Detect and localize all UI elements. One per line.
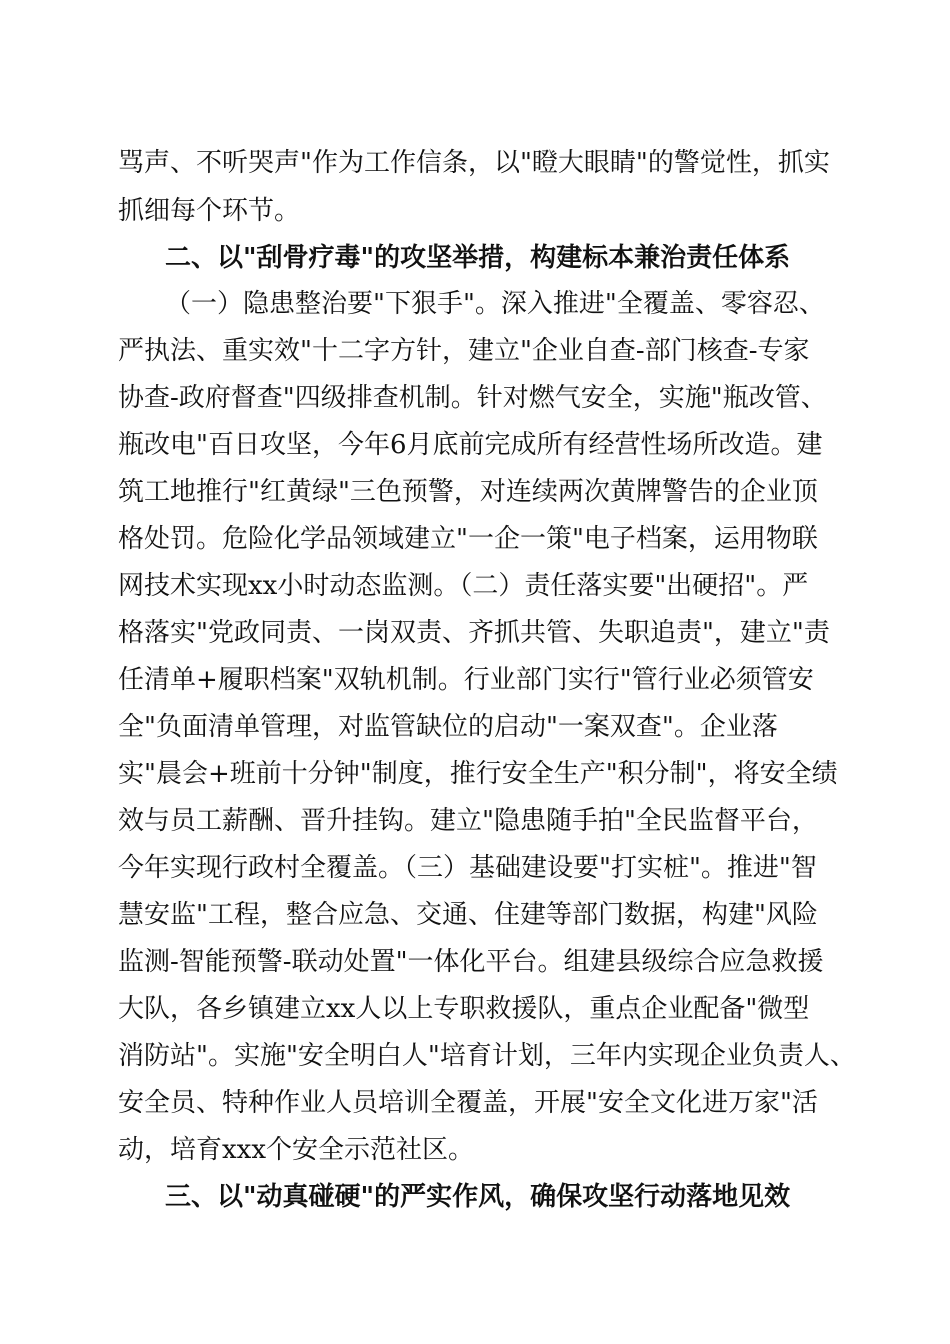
body-line: 瓶改电"百日攻坚，今年6月底前完成所有经营性场所改造。建 bbox=[118, 430, 823, 460]
body-line: 格落实"党政同责、一岗双责、齐抓共管、失职追责"，建立"责 bbox=[118, 618, 830, 648]
body-line: 慧安监"工程，整合应急、交通、住建等部门数据，构建"风险 bbox=[118, 900, 818, 930]
body-line: 大队，各乡镇建立xx人以上专职救援队，重点企业配备"微型 bbox=[118, 994, 810, 1024]
body-line: 格处罚。危险化学品领域建立"一企一策"电子档案，运用物联 bbox=[118, 524, 818, 554]
body-line: 监测-智能预警-联动处置"一体化平台。组建县级综合应急救援 bbox=[118, 947, 824, 977]
body-line: 全"负面清单管理，对监管缺位的启动"一案双查"。企业落 bbox=[118, 712, 778, 742]
section-heading-3: 三、以"动真碰硬"的严实作风，确保攻坚行动落地见效 bbox=[165, 1182, 791, 1212]
body-line: 消防站"。实施"安全明白人"培育计划，三年内实现企业负责人、 bbox=[118, 1041, 856, 1071]
body-line: 实"晨会+班前十分钟"制度，推行安全生产"积分制"，将安全绩 bbox=[118, 759, 838, 789]
section-heading-2: 二、以"刮骨疗毒"的攻坚举措，构建标本兼治责任体系 bbox=[165, 243, 791, 273]
body-line: 严执法、重实效"十二字方针，建立"企业自查-部门核查-专家 bbox=[118, 336, 810, 366]
body-line: 筑工地推行"红黄绿"三色预警，对连续两次黄牌警告的企业顶 bbox=[118, 477, 818, 507]
body-line: 效与员工薪酬、晋升挂钩。建立"隐患随手拍"全民监督平台， bbox=[118, 806, 818, 836]
body-line: （一）隐患整治要"下狠手"。深入推进"全覆盖、零容忍、 bbox=[165, 289, 825, 319]
body-line: 安全员、特种作业人员培训全覆盖，开展"安全文化进万家"活 bbox=[118, 1088, 818, 1118]
body-line: 协查-政府督查"四级排查机制。针对燃气安全，实施"瓶改管、 bbox=[118, 383, 827, 413]
body-line: 网技术实现xx小时动态监测。（二）责任落实要"出硬招"。严 bbox=[118, 571, 809, 601]
body-line: 动，培育xxx个安全示范社区。 bbox=[118, 1135, 474, 1165]
body-line: 任清单+履职档案"双轨机制。行业部门实行"管行业必须管安 bbox=[118, 665, 814, 695]
body-line: 抓细每个环节。 bbox=[118, 196, 301, 226]
body-line: 今年实现行政村全覆盖。（三）基础建设要"打实桩"。推进"智 bbox=[118, 853, 817, 883]
body-line: 骂声、不听哭声"作为工作信条，以"瞪大眼睛"的警觉性，抓实 bbox=[118, 148, 830, 178]
